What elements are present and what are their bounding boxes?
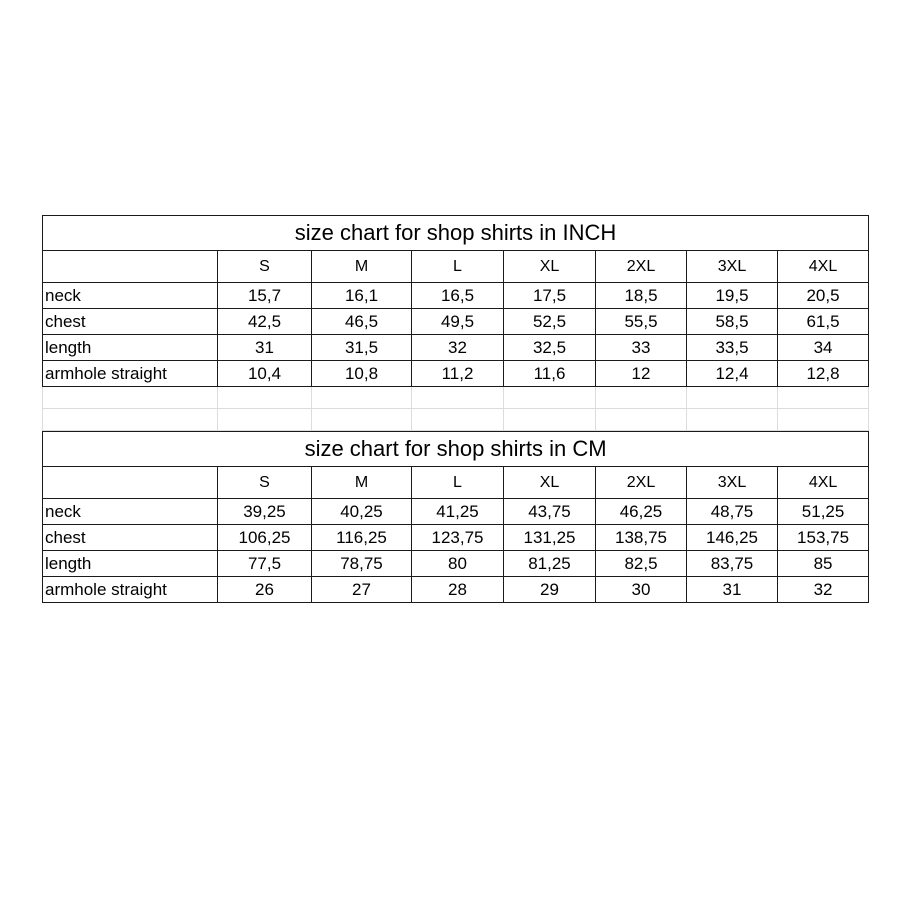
table-cell: 58,5: [687, 309, 778, 335]
table-cell: 10,4: [218, 361, 312, 387]
table-cell: 49,5: [412, 309, 504, 335]
row-label: armhole straight: [43, 361, 218, 387]
row-label: length: [43, 335, 218, 361]
table-cell: 39,25: [218, 499, 312, 525]
inch-size-header: 4XL: [778, 251, 869, 283]
table-cell: 32: [778, 577, 869, 603]
table-cell: 30: [596, 577, 687, 603]
table-cell: 31,5: [312, 335, 412, 361]
table-cell: 33,5: [687, 335, 778, 361]
table-cell: 46,25: [596, 499, 687, 525]
table-cell: 80: [412, 551, 504, 577]
inch-size-header: L: [412, 251, 504, 283]
table-cell: 32,5: [504, 335, 596, 361]
table-cell: 78,75: [312, 551, 412, 577]
cm-table-title: size chart for shop shirts in CM: [43, 432, 869, 467]
table-cell: 123,75: [412, 525, 504, 551]
cm-row-armhole-straight: [43, 577, 869, 603]
table-cell: 51,25: [778, 499, 869, 525]
table-cell: 33: [596, 335, 687, 361]
cm-size-header: 4XL: [778, 467, 869, 499]
table-cell: 106,25: [218, 525, 312, 551]
table-cell: 20,5: [778, 283, 869, 309]
inch-table-title: size chart for shop shirts in INCH: [43, 216, 869, 251]
table-cell: 16,1: [312, 283, 412, 309]
cm-row-neck: [43, 499, 869, 525]
table-cell: 48,75: [687, 499, 778, 525]
table-cell: 61,5: [778, 309, 869, 335]
table-cell: 19,5: [687, 283, 778, 309]
inch-size-header: 2XL: [596, 251, 687, 283]
table-cell: 55,5: [596, 309, 687, 335]
table-cell: 11,6: [504, 361, 596, 387]
inch-row-chest: [43, 309, 869, 335]
table-cell: 28: [412, 577, 504, 603]
row-label: neck: [43, 499, 218, 525]
table-cell: 131,25: [504, 525, 596, 551]
cm-size-table: [42, 431, 869, 603]
table-cell: 43,75: [504, 499, 596, 525]
table-cell: 15,7: [218, 283, 312, 309]
table-cell: 27: [312, 577, 412, 603]
inch-size-header: XL: [504, 251, 596, 283]
inch-size-header: 3XL: [687, 251, 778, 283]
table-cell: 42,5: [218, 309, 312, 335]
table-cell: 16,5: [412, 283, 504, 309]
table-cell: 81,25: [504, 551, 596, 577]
inch-size-table: [42, 215, 869, 387]
table-cell: 83,75: [687, 551, 778, 577]
row-label: neck: [43, 283, 218, 309]
table-cell: 46,5: [312, 309, 412, 335]
inch-size-header: M: [312, 251, 412, 283]
table-cell: 11,2: [412, 361, 504, 387]
table-cell: 77,5: [218, 551, 312, 577]
cm-size-header: XL: [504, 467, 596, 499]
table-cell: 85: [778, 551, 869, 577]
row-label: chest: [43, 309, 218, 335]
table-cell: 146,25: [687, 525, 778, 551]
cm-row-length: [43, 551, 869, 577]
table-cell: 18,5: [596, 283, 687, 309]
empty-gridline-rows: [42, 387, 869, 431]
table-cell: 12,4: [687, 361, 778, 387]
table-cell: 52,5: [504, 309, 596, 335]
cm-size-header: M: [312, 467, 412, 499]
table-cell: 82,5: [596, 551, 687, 577]
table-cell: 10,8: [312, 361, 412, 387]
table-cell: 34: [778, 335, 869, 361]
inch-row-length: [43, 335, 869, 361]
table-cell: 12,8: [778, 361, 869, 387]
table-cell: 26: [218, 577, 312, 603]
table-cell: 153,75: [778, 525, 869, 551]
inch-size-header: S: [218, 251, 312, 283]
row-label: chest: [43, 525, 218, 551]
cm-size-header: 2XL: [596, 467, 687, 499]
cm-size-header: S: [218, 467, 312, 499]
table-cell: 29: [504, 577, 596, 603]
inch-header-empty-cell: [43, 251, 218, 283]
inch-row-armhole-straight: [43, 361, 869, 387]
cm-row-chest: [43, 525, 869, 551]
size-chart-sheet: [42, 215, 868, 603]
row-label: length: [43, 551, 218, 577]
table-cell: 32: [412, 335, 504, 361]
cm-size-header-row: [43, 467, 869, 499]
table-cell: 12: [596, 361, 687, 387]
empty-row: [43, 409, 869, 431]
cm-size-header: 3XL: [687, 467, 778, 499]
cm-header-empty-cell: [43, 467, 218, 499]
table-cell: 138,75: [596, 525, 687, 551]
table-cell: 17,5: [504, 283, 596, 309]
inch-size-header-row: [43, 251, 869, 283]
table-cell: 31: [687, 577, 778, 603]
row-label: armhole straight: [43, 577, 218, 603]
table-cell: 31: [218, 335, 312, 361]
table-cell: 116,25: [312, 525, 412, 551]
table-cell: 40,25: [312, 499, 412, 525]
cm-size-header: L: [412, 467, 504, 499]
empty-row: [43, 387, 869, 409]
table-cell: 41,25: [412, 499, 504, 525]
inch-row-neck: [43, 283, 869, 309]
